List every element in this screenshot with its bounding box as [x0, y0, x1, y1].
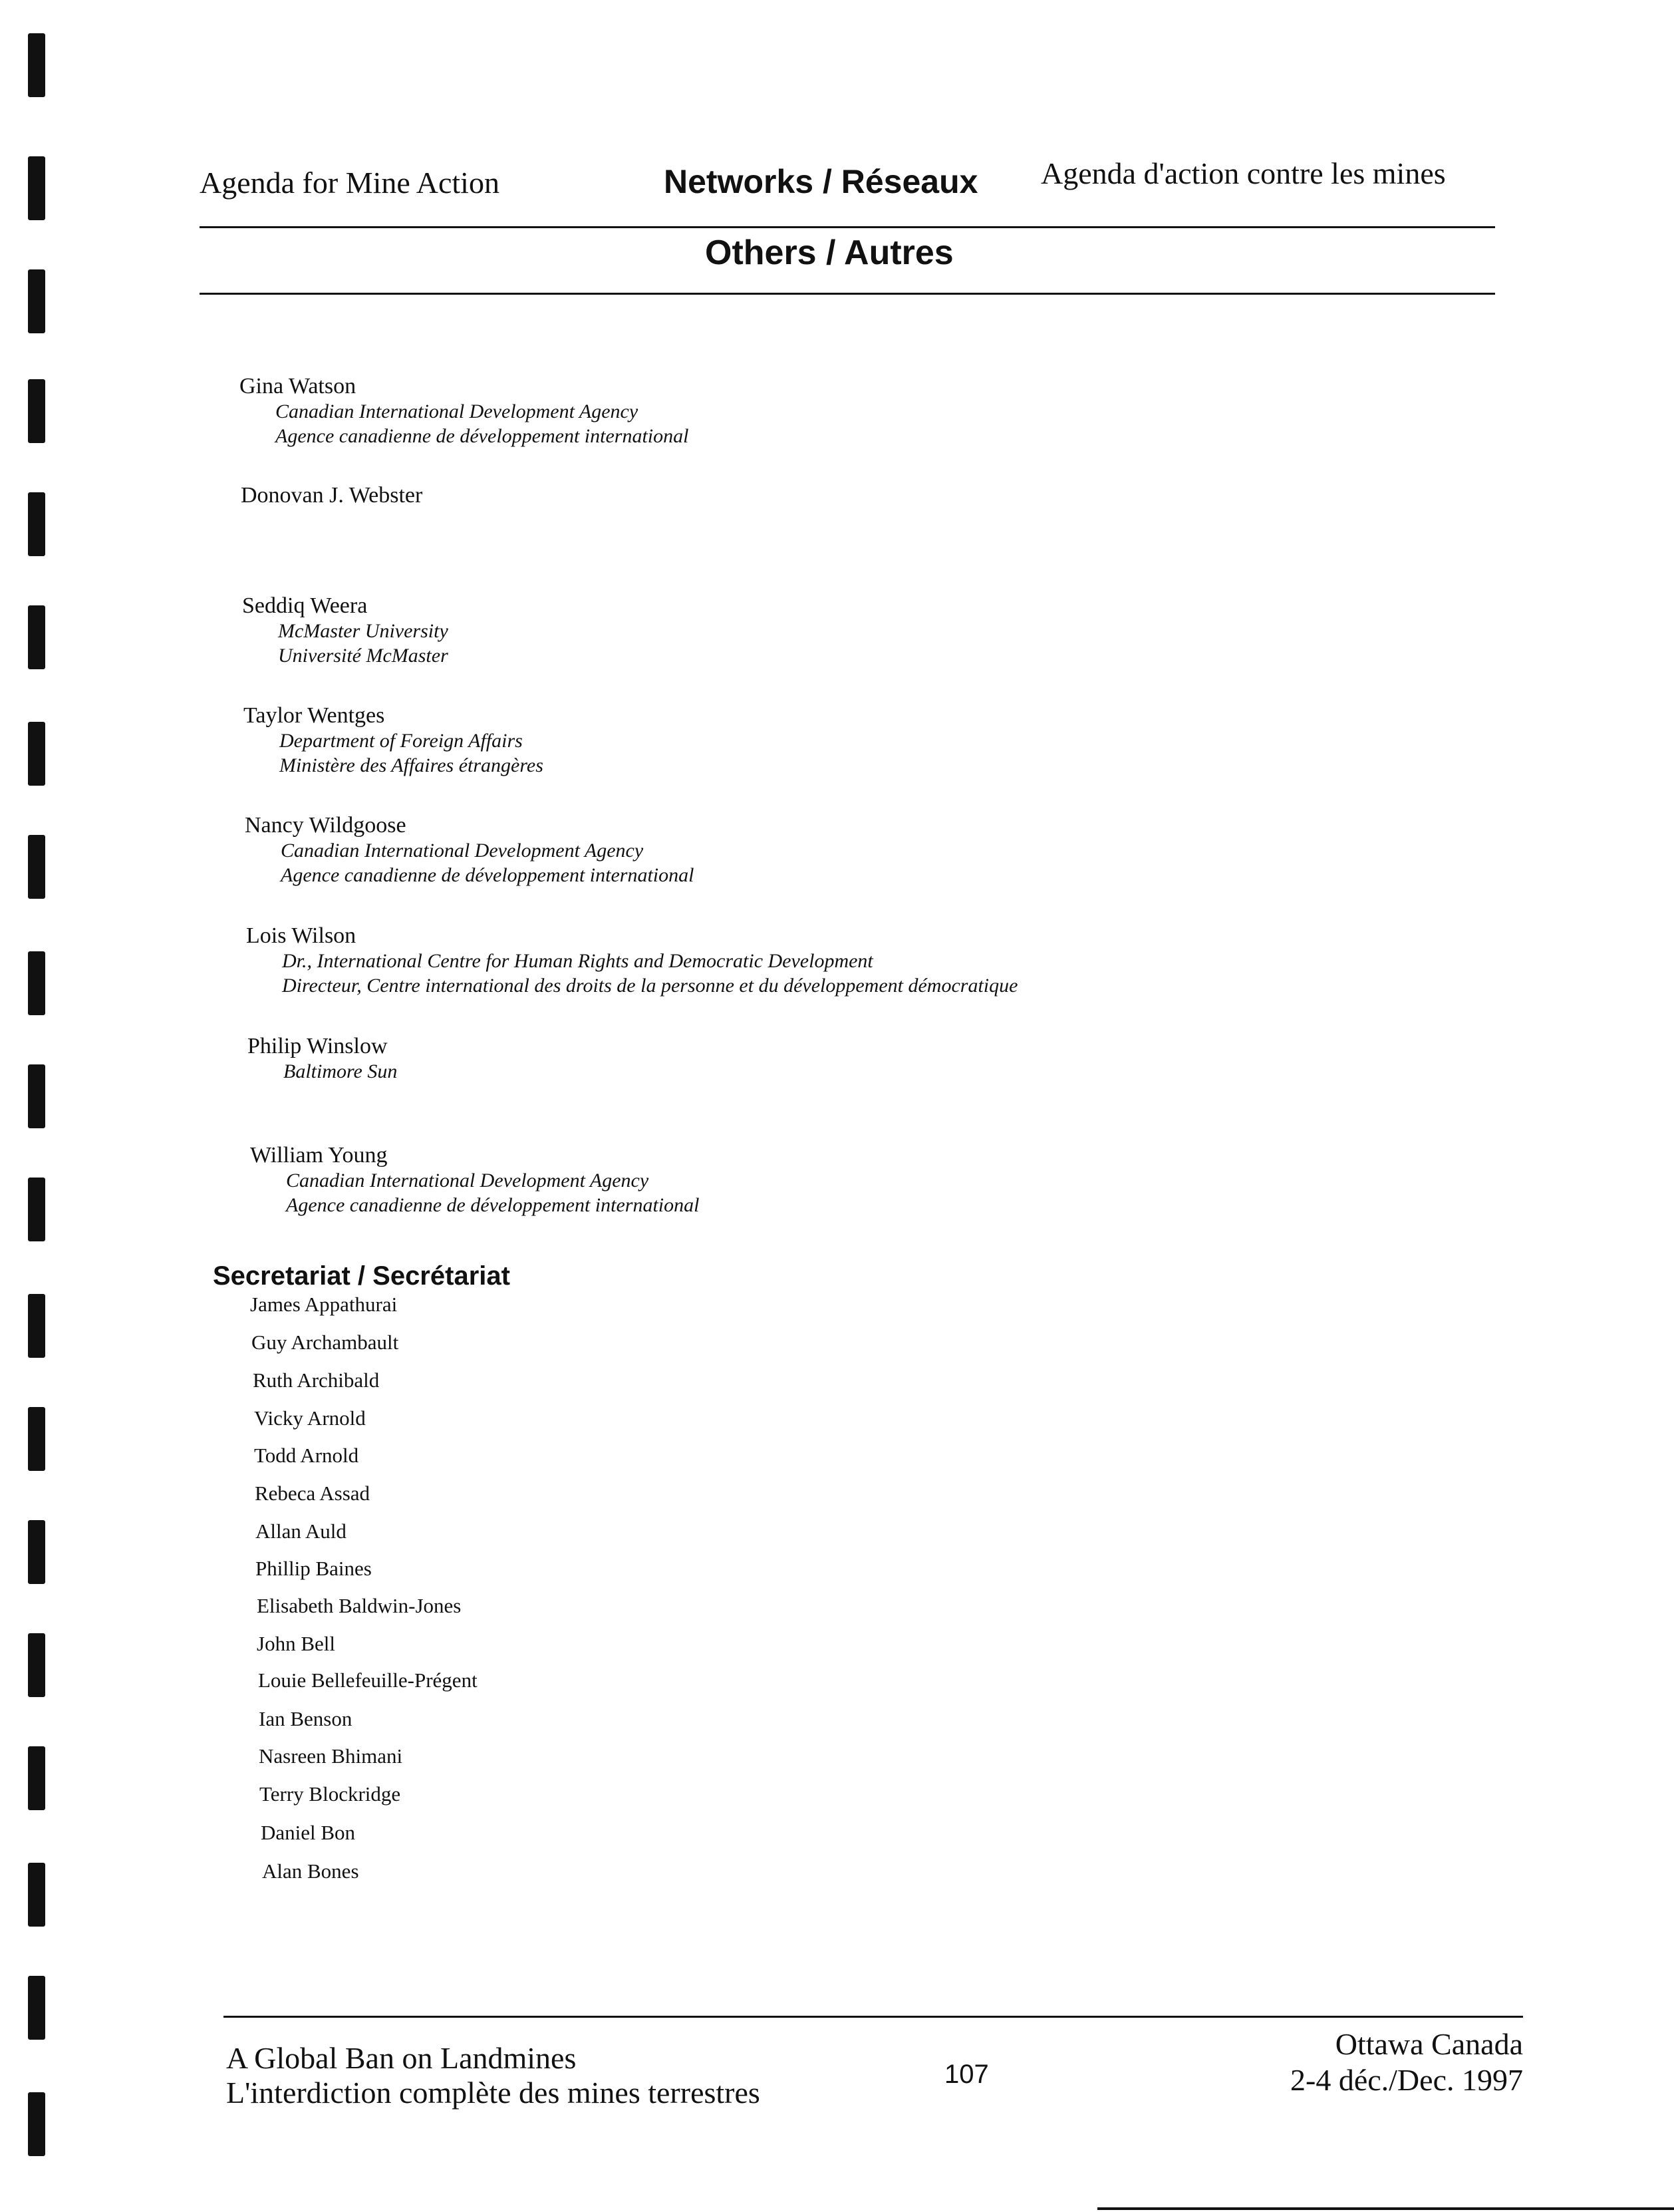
header-rule-top	[200, 226, 1495, 228]
binding-hole	[28, 2092, 45, 2156]
list-item: Terry Blockridge	[259, 1782, 401, 1806]
binding-hole	[28, 951, 45, 1015]
list-item: Louie Bellefeuille-Prégent	[258, 1668, 478, 1692]
header-center-title: Networks / Réseaux	[664, 163, 978, 200]
section-title: Others / Autres	[705, 234, 954, 272]
person-affiliation: Université McMaster	[278, 645, 448, 667]
binding-hole	[28, 156, 45, 220]
person-entry	[250, 1143, 699, 1217]
person-affiliation: Agence canadienne de développement international	[286, 1194, 700, 1216]
binding-hole	[28, 722, 45, 786]
page-number: 107	[944, 2060, 989, 2089]
person-name: William Young	[250, 1143, 388, 1168]
list-item: James Appathurai	[250, 1293, 398, 1316]
binding-hole	[28, 1746, 45, 1810]
person-affiliation: Dr., International Centre for Human Rights and Democratic Development	[282, 950, 873, 972]
list-item: Nasreen Bhimani	[259, 1744, 403, 1768]
list-item: Daniel Bon	[261, 1821, 356, 1844]
list-item: Elisabeth Baldwin-Jones	[257, 1594, 462, 1617]
person-entry	[241, 483, 422, 508]
footer-title-en: A Global Ban on Landmines	[226, 2041, 577, 2075]
list-item: Todd Arnold	[254, 1444, 359, 1467]
person-affiliation: Agence canadienne de développement international	[281, 864, 694, 886]
binding-hole	[28, 1633, 45, 1697]
footer-dates: 2-4 déc./Dec. 1997	[1290, 2063, 1523, 2097]
person-name: Lois Wilson	[246, 923, 356, 948]
list-item: Ian Benson	[259, 1707, 352, 1730]
list-item: Rebeca Assad	[255, 1482, 370, 1505]
person-entry	[242, 593, 448, 668]
header-left-title: Agenda for Mine Action	[200, 166, 499, 200]
person-affiliation: Ministère des Affaires étrangères	[279, 754, 543, 776]
list-item: Phillip Baines	[255, 1557, 372, 1580]
footer-rule	[223, 2016, 1523, 2018]
binding-hole	[28, 1863, 45, 1927]
person-entry	[247, 1034, 397, 1084]
footer-left-block	[226, 2041, 760, 2110]
person-entry	[245, 813, 694, 887]
binding-hole	[28, 33, 45, 97]
footer-title-fr: L'interdiction complète des mines terrestres	[226, 2076, 760, 2110]
person-name: Seddiq Weera	[242, 593, 368, 618]
list-item: Guy Archambault	[251, 1331, 399, 1354]
person-affiliation: Department of Foreign Affairs	[279, 730, 523, 752]
footer-location: Ottawa Canada	[1335, 2027, 1523, 2061]
binding-hole	[28, 835, 45, 899]
person-entry	[243, 703, 543, 778]
binding-hole	[28, 1064, 45, 1128]
person-entry	[246, 923, 1018, 998]
binding-hole	[28, 379, 45, 443]
person-affiliation: Baltimore Sun	[283, 1060, 398, 1082]
person-name: Donovan J. Webster	[241, 483, 423, 508]
secretariat-heading: Secretariat / Secrétariat	[213, 1261, 510, 1291]
list-item: John Bell	[257, 1632, 335, 1655]
binding-hole	[28, 1520, 45, 1584]
footer-right-block	[1290, 2026, 1523, 2098]
person-affiliation: Canadian International Development Agency	[281, 840, 644, 862]
binding-hole	[28, 269, 45, 333]
binding-hole	[28, 1407, 45, 1471]
person-name: Nancy Wildgoose	[245, 813, 406, 838]
list-item: Ruth Archibald	[253, 1368, 380, 1392]
list-item: Allan Auld	[255, 1519, 347, 1543]
list-item: Alan Bones	[262, 1859, 359, 1883]
page-bottom-rule	[1097, 2207, 1674, 2210]
person-entry	[239, 374, 688, 448]
person-affiliation: Canadian International Development Agency	[275, 400, 638, 422]
header-rule-bottom	[200, 293, 1495, 295]
person-affiliation: Agence canadienne de développement international	[275, 425, 689, 447]
person-name: Philip Winslow	[247, 1034, 388, 1058]
binding-hole	[28, 605, 45, 669]
person-name: Gina Watson	[239, 374, 356, 398]
binding-hole	[28, 1178, 45, 1241]
header-right-title: Agenda d'action contre les mines	[1041, 156, 1446, 190]
person-affiliation: McMaster University	[278, 620, 448, 642]
person-affiliation: Directeur, Centre international des droits de la personne et du développement démocratique	[282, 975, 1018, 997]
binding-hole	[28, 1294, 45, 1358]
binding-hole	[28, 492, 45, 556]
binding-hole	[28, 1976, 45, 2040]
list-item: Vicky Arnold	[254, 1406, 366, 1430]
person-affiliation: Canadian International Development Agency	[286, 1170, 649, 1191]
person-name: Taylor Wentges	[243, 703, 385, 728]
